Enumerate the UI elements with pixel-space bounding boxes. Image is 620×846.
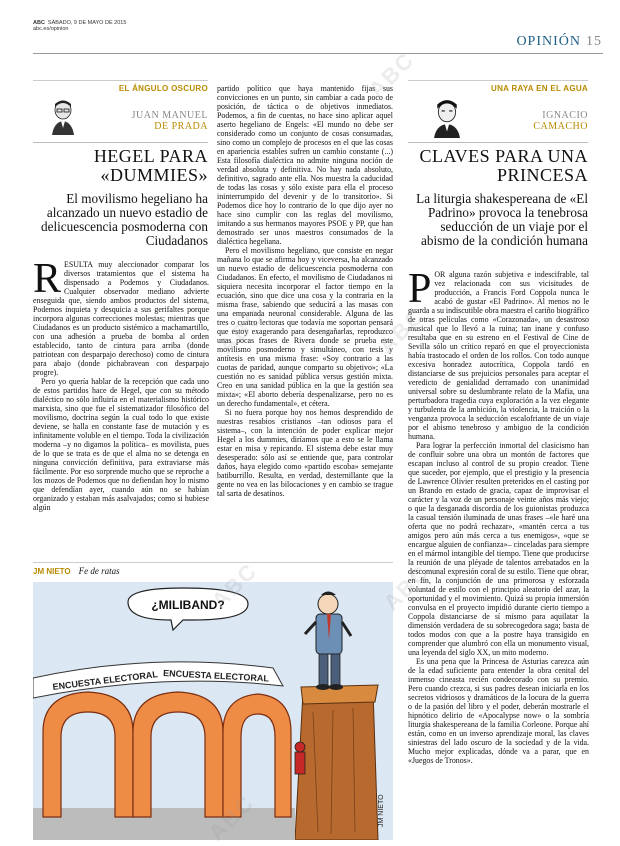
left-author-last: DE PRADA (154, 121, 208, 132)
right-headline: CLAVES PARA UNA PRINCESA (419, 146, 588, 185)
page-header-left (33, 20, 126, 32)
cartoon-signature: JM NIETO (33, 567, 71, 576)
cartoon-drawing (33, 582, 393, 840)
watermark: ABC (378, 559, 435, 616)
header-rule (33, 53, 603, 54)
right-author-first: IGNACIO (542, 110, 588, 121)
right-headline-rule (408, 142, 588, 143)
left-col1-p1: ESULTA muy aleccionador comparar los diversos tratamientos que el sistema ha dispensado a Podemos y Ciudadanos. Cualquier observador mediano advierte enseguida que, siendo ambos productos del sistema, Podemos inquieta y desquicia a sus gerifaltes porque incorpora algunas correcciones molestas; mientras que Ciudadanos es un producto sistémico a machamartillo, con una adhesión a prueba de bomba al orden establecido, tanto de cintura para arriba (donde patriotean con desparpajo derechoso) como de cintura para abajo (donde pichabravean con desparpajo progre). (33, 260, 209, 377)
banner-right-text: ENCUESTA ELECTORAL (162, 668, 270, 684)
right-author-portrait (430, 98, 464, 143)
page-date: SÁBADO, 9 DE MAYO DE 2015 (47, 20, 127, 26)
left-kicker-rule (33, 80, 208, 81)
page-number: 15 (586, 34, 602, 49)
right-drop-cap: P (408, 270, 432, 312)
left-author-first: JUAN MANUEL (131, 110, 208, 121)
left-drop-cap: R (33, 260, 62, 302)
watermark: ABC (373, 302, 430, 359)
right-article-body (408, 270, 589, 840)
author-portrait-icon (430, 98, 464, 138)
right-author (480, 110, 588, 132)
left-article-col2 (217, 84, 393, 555)
left-col2-p2: Pero el movilismo hegeliano, que consiste en negar mañana lo que se afirma hoy y viceversa, ha alcanzado un nuevo estadio de delicuescencia posmoderna con Ciudadanos. En efecto, el movilismo de Ciudadanos ni siquiera necesita incorporar el factor tiempo en la ecuación, sino que dice una cosa y la contraria en la misma frase, sabiendo que seducirá a las masas con una empanada neuronal considerable. Alguna de las tres o cuatro lectoras que todavía me soportan pensará que estoy exagerando para desengañarlas, reproduzco unas pocas frases de Rivera donde se prueba este movilismo posmoderno y simultáneo, con tesis y antítesis en una misma frase: «Soy contrario a las cuotas de paridad, aunque comparto su objetivo»; «La cuestión no es sanidad pública versus gestión mixta. Creo en una sanidad pública en la que la gestión sea mixta»; «El aborto debería despenalizarse, pero no es un derecho fundamental», et cétera. (217, 246, 393, 408)
speech-text: ¿MILIBAND? (151, 598, 225, 612)
right-author-last: CAMACHO (533, 121, 588, 132)
cartoon-artist-mark: JM NIETO (378, 794, 385, 827)
left-author (100, 110, 208, 132)
left-col2-p3: Si no fuera porque hoy nos hemos desprendido de nuestras resabios cristianos –tan odiosos para el sistema–, con la intención de poder explicar mejor Hegel a los dummies, diríamos que a esto se le llama estar en misa y repicando. El sistema debe estar muy desesperado: sólo así se entiende que, para controlar daños, haya elegido como «partido escoba» semejante batiburrillo. Resulta, en verdad, desternillante que la gente no vea en las bilocaciones y en cambio se trague tal sarta de desatinos. (217, 408, 393, 498)
left-headline-rule (33, 142, 208, 143)
right-p3: Es una pena que la Princesa de Asturias carezca aún de la edad suficiente para entender la obra cenital del inmenso cineasta recién condecorado con su premio. Pero cuando crezca, si sus padres desean iniciarla en los secretos vidriosos y dramáticos de la locura de la guerra o de la pasión del libro y el poder, deberán mostrarle el hipnótico delirio de «Apocalypse now» o la sombría liturgia shakespereana de la familia Corleone. Porque ahí están, como en un inverso aprendizaje moral, las claves siniestras del lado oscuro de la sociedad y de la vida. Mucho mejor explicadas, dónde va a parar, que en «Juegos de Tronos». (408, 657, 589, 765)
left-subhead: El movilismo hegeliano ha alcanzado un nuevo estadio de delicuescencia posmoderna con Ciudadanos (41, 191, 208, 248)
right-p2: Para lograr la perfección inmortal del clasicismo han de confluir sobre una obra un montón de factores que escapan incluso al control de su propio creador. Tiene que suceder, por ejemplo, que el prestigio y la presencia de Lawrence Olivier resulten preteridos en el casting por un Brando en estado de gracia, capaz de improvisar el carácter y la voz de un personaje veinte años más viejo; o que la desganada discordia de los guionistas produzca la casual tensión iluminada de unas frases –«le haré una oferta que no podrá rechazar», «mantén cerca a tus amigos pero aún más cerca a tus enemigos», «que se encargue alguien de confianza»– cinceladas para siempre en el mármol intangible del tiempo. Tiene que producirse la reunión de una pléyade de talentos arrebatados en la descomunal expresión coral de su estilo. Tiene que obrar, en fin, la conjunción de una primorosa y esforzada voluntad de estilo con el principio aleatorio del azar, la oportunidad y el movimiento. Quizá su propia inmersión convulsa en el proyecto impidió durante cierto tiempo a Coppola distanciarse de sí mismo para aquilatar la dimensión verdadera de su sobrecogedora saga; basta de todos modos con que a la postre haya transigido en comprender que alumbró con ella un monumento visual, una leyenda del siglo XX, un mito moderno. (408, 441, 589, 657)
left-headline: HEGEL PARA «DUMMIES» (93, 146, 208, 185)
banner-left-text: ENCUESTA ELECTORAL (52, 669, 159, 692)
right-subhead: La liturgia shakespereana de «El Padrino» provoca la tenebrosa seducción de un viaje por el abismo de la condición humana (416, 191, 588, 248)
left-col1-p2: Pero yo quería hablar de la recepción que cada uno de estos partidos hace de Hegel, que con su método dialéctico no sólo influiría en el materialismo histórico marxista, sino que fue el sistematizador filosófico del movilismo, doctrina según la cual todo lo que existe deviene, se halla en constante fase de mutación y es infinitamente voluble en el tiempo. Toda la civilización moderna –y no digamos la política– es movilista, pues de lo que se trata es de que el alma no se detenga en ninguna convicción definitiva, para extraviarse más fácilmente. Por eso sorprende mucho que se reproche a los mozos de Podemos que no defiendan hoy lo mismo que defendían ayer, cuando aún no se habían organizado y estaban más asalvajados; como si hubiese algún (33, 377, 209, 512)
left-author-portrait (48, 98, 78, 140)
author-portrait-icon (48, 98, 78, 135)
paper-name: ABC (33, 20, 45, 26)
section-header (516, 34, 602, 50)
section-name: OPINIÓN (516, 34, 581, 49)
right-kicker: UNA RAYA EN EL AGUA (491, 84, 588, 93)
cartoon-illustration (33, 582, 393, 840)
cartoon-top-rule (33, 562, 393, 563)
left-col2-p1: partido político que haya mantenido fijas sus convicciones en un punto, sin cambiar a cada poco de posición, de táctica o de objetivos inmediatos. Podemos, a fin de cuentas, no hace sino aplicar aquel aserto hegeliano de Engels: «El mundo no debe ser considerado como un conjunto de cosas consumadas, sino como un complejo de procesos en el que las cosas en apariencia estables sufren un cambio constante (...) Esta filosofía dialéctica no admite ninguna noción de verdad absoluta y definitiva. No hay nada absoluto, definitivo, sagrado ante ella. Nos muestra la caducidad de todas las cosas y sólo existe para ella el proceso ininterrumpido del devenir y de lo transitorio». Si Podemos dice hoy lo contrario de lo que dijo ayer no hace sino cumplir con las reglas del movilismo, imitando a sus hermanos mayores PSOE y PP, que han demostrado ser unos maestros consumados de la dialéctica hegeliana. (217, 84, 393, 246)
watermark: ABC (363, 46, 420, 103)
watermark: ABC (213, 302, 270, 359)
left-article-col1 (33, 260, 209, 555)
site-url: abc.es/opinion (33, 26, 69, 32)
right-kicker-rule (408, 80, 588, 81)
cartoon-label (33, 566, 120, 576)
right-p1: OR alguna razón subjetiva e indescifrable, tal vez relacionada con sus vicisitudes de producción, a Francis Ford Coppola nunca le acabó de gustar «El Padrino». Al menos no le guarda a su indiscutible obra maestra el cariño biográfico de otras películas como «Corazonada», un desastroso musical que lo llevó a la ruina; tan inane y confuso resultaba que en su estreno en el Festival de Cine de Sevilla sólo un crítico reparó en que el proyeccionista había trastocado el orden de los rollos. Con todo aunque excesiva honradez autocrítica, Coppola tardó en distanciarse de sus prejuicios personales para aceptar el veredicto de genialidad derramado con unanimidad universal sobre su deslumbrante relato de la Mafia, una perturbadora tragedia cuya exploración a la vez elegante y turbulenta de la ambición, la violencia, la traición o la venganza provoca la seducción escalofriante de un viaje por el abismo tenebroso y ambiguo de la condición humana. (408, 270, 589, 441)
cliff-pillar (295, 690, 378, 840)
left-kicker: EL ÁNGULO OSCURO (118, 84, 208, 93)
cartoon-title: Fe de ratas (78, 566, 120, 576)
